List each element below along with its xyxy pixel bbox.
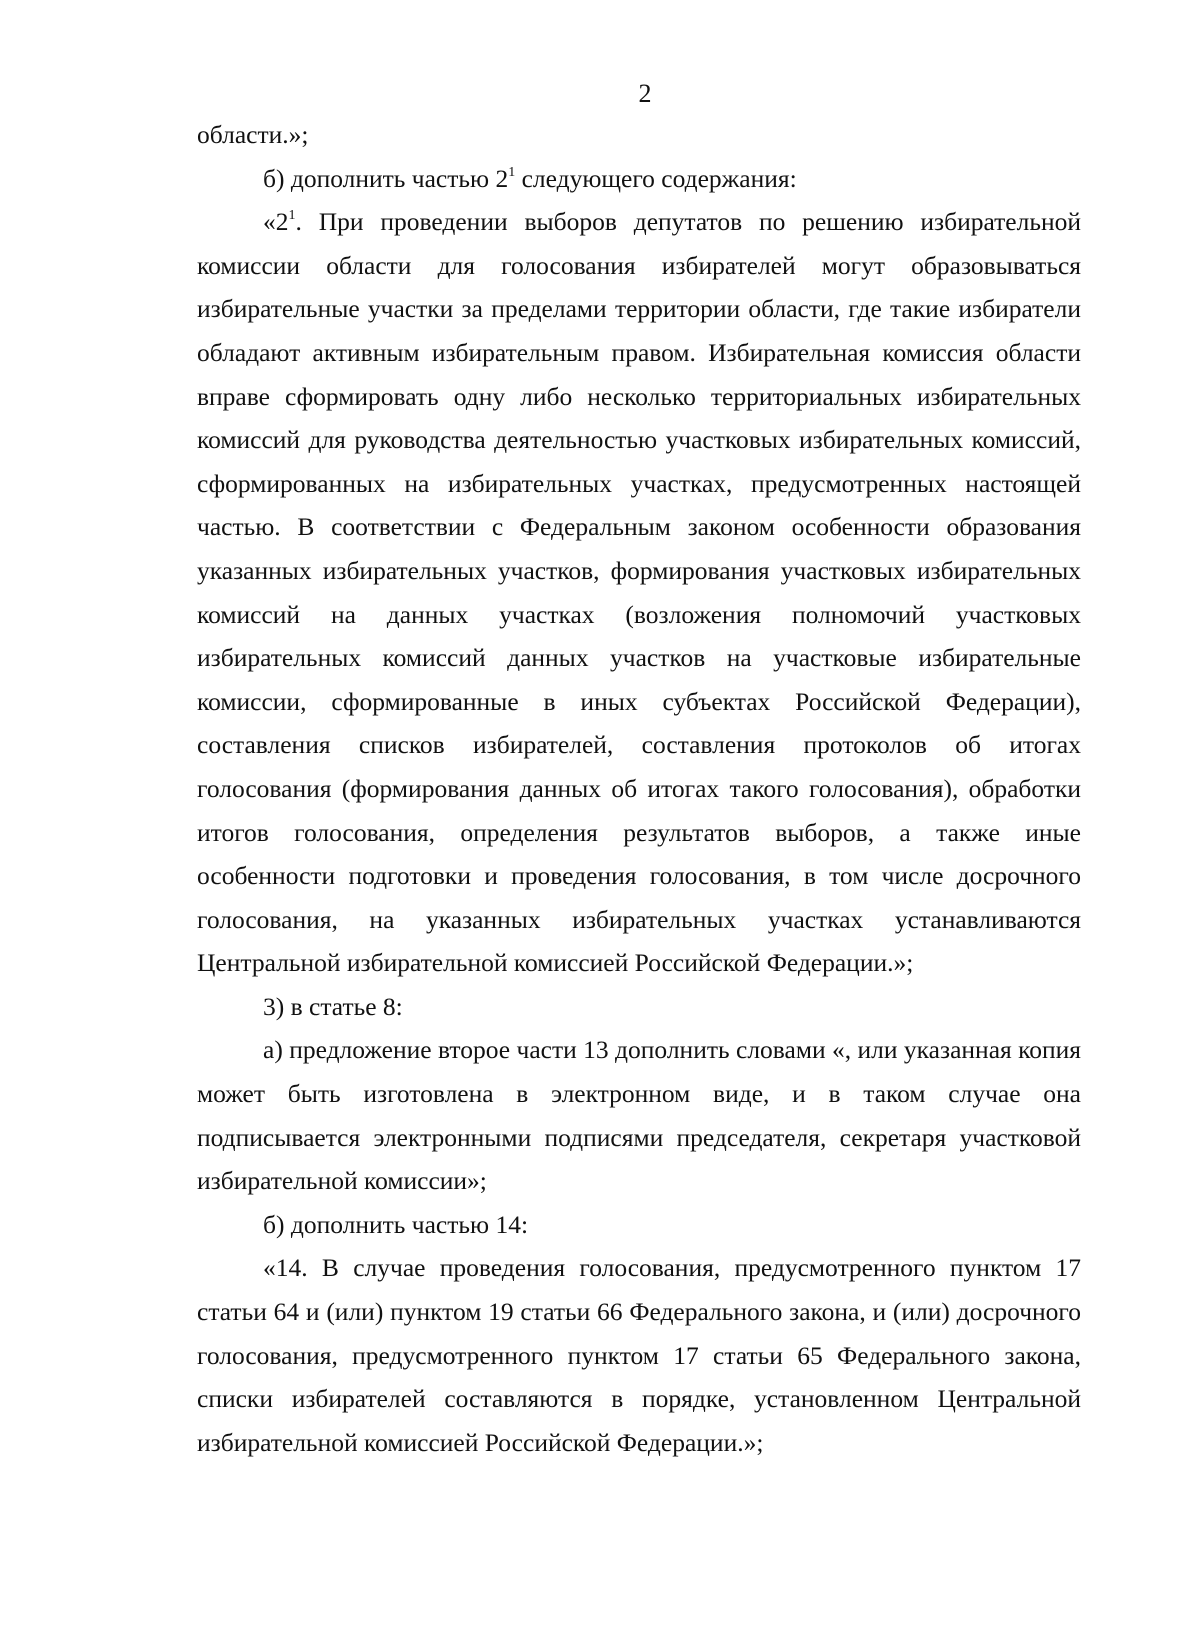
superscript-index: 1: [508, 164, 516, 180]
paragraph-text: «2: [263, 207, 289, 237]
paragraph-amend-add-part: [197, 157, 1081, 201]
paragraph-article-8: 3) в статье 8:: [263, 991, 403, 1021]
page-number: 2: [638, 79, 652, 108]
paragraph-amend-part-13: а) предложение второе части 13 дополнить словами «, или указанная копия может быть изготовлена в электронном виде, и в таком случае она подписывается электронными подписями председателя, секретаря участковой избирательной комиссии»;: [197, 1035, 1081, 1196]
paragraph-continuation: области.»;: [197, 120, 309, 149]
paragraph-text: следующего содержания:: [515, 163, 797, 193]
paragraph-text: . При проведении выборов депутатов по решению избирательной комиссии области для голосования избирателей могут образовываться избирательные участки за пределами территории области, где такие избиратели обладают активным избирательным правом. Избирательная комиссия области вправе сформировать одну либо несколько территориальных избирательных комиссий для руководства деятельностью участковых избирательных комиссий, сформированных на избирательных участках, предусмотренных настоящей частью. В соответствии с Федеральным законом особенности образования указанных избирательных участков, формирования участковых избирательных комиссий на данных участках (возложения полномочий участковых избирательных комиссий данных участков на участковые избирательные комиссии, сформированные в иных субъектах Российской Федерации), составления списков избирателей, составления протоколов об итогах голосования (формирования данных об итогах такого голосования), обработки итогов голосования, определения результатов выборов, а также иные особенности подготовки и проведения голосования, в том числе досрочного голосования, на указанных избирательных участках устанавливаются Центральной избирательной комиссией Российской Федерации.»;: [197, 207, 1081, 978]
paragraph-part-2-1: [197, 200, 1081, 985]
paragraph-part-14: «14. В случае проведения голосования, предусмотренного пунктом 17 статьи 64 и (или) пунктом 19 статьи 66 Федерального закона, и (или) досрочного голосования, предусмотренного пунктом 17 статьи 65 Федерального закона, списки избирателей составляются в порядке, установленном Центральной избирательной комиссией Российской Федерации.»;: [197, 1253, 1081, 1457]
paragraph-add-part-14: б) дополнить частью 14:: [263, 1209, 529, 1239]
document-body: [197, 113, 1081, 1464]
paragraph-text: б) дополнить частью 2: [263, 163, 509, 193]
superscript-index: 1: [288, 208, 296, 224]
